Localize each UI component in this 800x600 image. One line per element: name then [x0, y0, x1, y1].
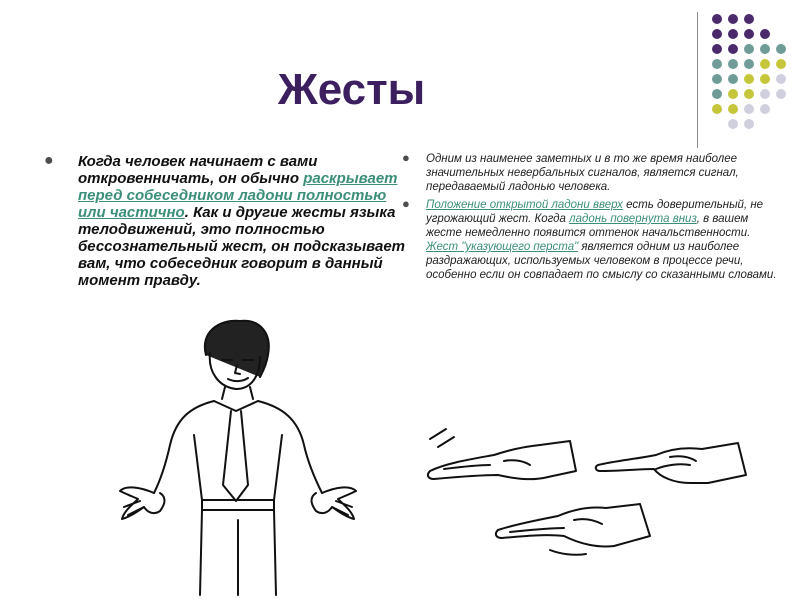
right-p2-text-3: является одним из наиболее раздражающих, используемых человеком в процессе речи, особенно если он совпадает по смыслу со сказанными словами. — [426, 241, 777, 281]
right-text-block — [400, 152, 780, 286]
bullet-icon: ● — [402, 150, 410, 165]
bullet-icon: ● — [402, 196, 410, 211]
right-p2-text-2: , в вашем жесте немедленно появится оттенок начальственности. — [426, 213, 751, 239]
decorative-dot-grid — [708, 10, 798, 130]
link-palm-down[interactable]: ладонь повернута вниз — [569, 213, 697, 225]
right-paragraph-1 — [400, 152, 780, 194]
right-paragraph-2 — [400, 198, 780, 282]
palm-up-hand-illustration — [420, 425, 590, 500]
right-p2-text-1: есть доверительный, не угрожающий жест. Когда — [426, 199, 764, 225]
palm-down-hand-illustration — [490, 500, 660, 575]
decorative-divider-line — [697, 12, 698, 148]
link-palm-up[interactable]: Положение открытой ладони вверх — [426, 199, 623, 211]
link-pointing-finger[interactable]: Жест "указующего перста" — [426, 241, 579, 253]
bullet-icon: ● — [44, 152, 54, 169]
man-open-palms-illustration — [110, 315, 370, 600]
link-open-palms[interactable]: раскрывает перед собеседником ладони полностью или частично — [78, 170, 398, 221]
left-text-1: Когда человек начинает с вами откровенничать, он обычно — [78, 153, 318, 187]
left-text-2: . Как и другие жесты языка телодвижений, это полностью бессознательный жест, он подсказывает вам, что собеседник говорит в данный момент правду. — [78, 204, 406, 289]
pointing-finger-hand-illustration — [590, 435, 760, 510]
slide-title: Жесты — [278, 65, 426, 114]
left-paragraph — [44, 153, 406, 289]
right-p1-text: Одним из наименее заметных и в то же время наиболее значительных невербальных сигналов, является сигнал, передаваемый ладонью человека. — [426, 153, 739, 193]
